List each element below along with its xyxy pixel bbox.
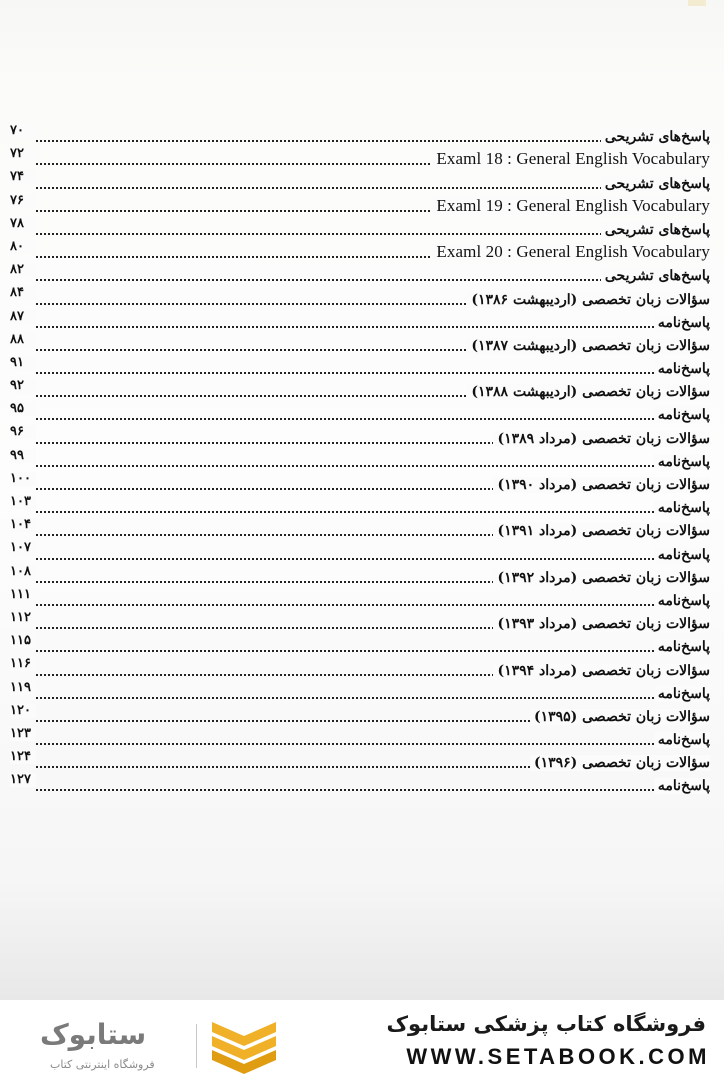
toc-page-number: ۱۲۷ — [10, 773, 36, 787]
logo-tagline: فروشگاه اینترنتی کتاب — [50, 1058, 155, 1071]
toc-page-number: ۷۸ — [10, 217, 36, 231]
toc-row[interactable] — [10, 470, 710, 493]
toc-page-number: ۹۲ — [10, 379, 36, 393]
toc-dot-leader — [36, 465, 710, 467]
toc-dot-leader — [36, 326, 710, 328]
store-logo[interactable] — [36, 1018, 286, 1076]
toc-page-number: ۷۰ — [10, 124, 36, 138]
toc-row[interactable] — [10, 539, 710, 562]
toc-entry-title: پاسخ‌نامه — [654, 547, 710, 563]
toc-dot-leader — [36, 650, 710, 652]
toc-page-number: ۱۰۷ — [10, 541, 36, 555]
toc-page-number: ۱۱۱ — [10, 588, 36, 602]
toc-page-number: ۷۴ — [10, 170, 36, 184]
toc-page-number: ۷۶ — [10, 194, 36, 208]
toc-page-number: ۱۰۴ — [10, 518, 36, 532]
toc-entry-title: پاسخ‌نامه — [654, 732, 710, 748]
toc-row[interactable] — [10, 400, 710, 423]
toc-entry-title: پاسخ‌نامه — [654, 500, 710, 516]
toc-row[interactable] — [10, 354, 710, 377]
toc-entry-title: پاسخ‌نامه — [654, 593, 710, 609]
toc-row[interactable] — [10, 284, 710, 307]
toc-row[interactable] — [10, 331, 710, 354]
toc-entry-title: سؤالات زبان تخصصی (مرداد ۱۳۹۴) — [493, 663, 710, 679]
toc-entry-title: پاسخ‌های تشریحی — [601, 222, 710, 238]
page-corner-mark — [688, 0, 706, 6]
toc-page-number: ۱۱۲ — [10, 611, 36, 625]
toc-entry-title: پاسخ‌نامه — [654, 361, 710, 377]
toc-row[interactable] — [10, 308, 710, 331]
toc-entry-title: سؤالات زبان تخصصی (مرداد ۱۳۹۱) — [493, 523, 710, 539]
toc-page-number: ۱۲۰ — [10, 704, 36, 718]
toc-page-number: ۱۱۵ — [10, 634, 36, 648]
toc-row[interactable] — [10, 655, 710, 678]
toc-page-number: ۹۹ — [10, 449, 36, 463]
toc-page-number: ۱۰۸ — [10, 565, 36, 579]
toc-dot-leader — [36, 743, 710, 745]
store-banner — [0, 1000, 724, 1080]
toc-row[interactable] — [10, 168, 710, 191]
toc-entry-title: پاسخ‌های تشریحی — [601, 129, 710, 145]
toc-dot-leader — [36, 789, 710, 791]
toc-entry-title: سؤالات زبان تخصصی (مرداد ۱۳۹۰) — [493, 477, 710, 493]
toc-row[interactable] — [10, 423, 710, 446]
toc-entry-title: Examl 19 : General English Vocabulary — [432, 197, 710, 215]
toc-entry-title: سؤالات زبان تخصصی (اردیبهشت ۱۳۸۷) — [467, 338, 710, 354]
toc-entry-title: پاسخ‌های تشریحی — [601, 176, 710, 192]
toc-page-number: ۹۶ — [10, 425, 36, 439]
toc-page-number: ۸۰ — [10, 240, 36, 254]
toc-page-number: ۱۰۳ — [10, 495, 36, 509]
toc-entry-title: سؤالات زبان تخصصی (مرداد ۱۳۹۲) — [493, 570, 710, 586]
toc-entry-title: پاسخ‌های تشریحی — [601, 268, 710, 284]
toc-row[interactable] — [10, 145, 710, 168]
toc-dot-leader — [36, 697, 710, 699]
toc-row[interactable] — [10, 609, 710, 632]
toc-row[interactable] — [10, 748, 710, 771]
toc-page-number: ۷۲ — [10, 147, 36, 161]
toc-dot-leader — [36, 372, 710, 374]
toc-page-number: ۱۰۰ — [10, 472, 36, 486]
toc-dot-leader — [36, 511, 710, 513]
toc-row[interactable] — [10, 679, 710, 702]
toc-entry-title: Examl 18 : General English Vocabulary — [432, 150, 710, 168]
toc-dot-leader — [36, 558, 710, 560]
toc-entry-title: سؤالات زبان تخصصی (اردیبهشت ۱۳۸۶) — [467, 292, 710, 308]
toc-entry-title: پاسخ‌نامه — [654, 315, 710, 331]
toc-page-number: ۸۷ — [10, 310, 36, 324]
chevron-stack-icon — [208, 1018, 280, 1078]
toc-dot-leader — [36, 418, 710, 420]
toc-row[interactable] — [10, 725, 710, 748]
toc-page-number: ۸۸ — [10, 333, 36, 347]
table-of-contents — [10, 122, 710, 794]
logo-brand-text: ستابوک — [40, 1018, 147, 1051]
toc-row[interactable] — [10, 493, 710, 516]
toc-page-number: ۱۱۹ — [10, 681, 36, 695]
toc-row[interactable] — [10, 632, 710, 655]
toc-row[interactable] — [10, 122, 710, 145]
toc-entry-title: سؤالات زبان تخصصی (اردیبهشت ۱۳۸۸) — [467, 384, 710, 400]
toc-entry-title: سؤالات زبان تخصصی (۱۳۹۵) — [530, 709, 710, 725]
toc-page-number: ۱۱۶ — [10, 657, 36, 671]
toc-row[interactable] — [10, 586, 710, 609]
toc-row[interactable] — [10, 192, 710, 215]
toc-page-number: ۸۲ — [10, 263, 36, 277]
toc-row[interactable] — [10, 771, 710, 794]
toc-entry-title: Examl 20 : General English Vocabulary — [432, 243, 710, 261]
toc-entry-title: پاسخ‌نامه — [654, 639, 710, 655]
toc-row[interactable] — [10, 238, 710, 261]
toc-row[interactable] — [10, 215, 710, 238]
store-name: فروشگاه کتاب پزشکی ستابوک — [386, 1012, 706, 1036]
toc-page-number: ۱۲۳ — [10, 727, 36, 741]
toc-entry-title: پاسخ‌نامه — [654, 686, 710, 702]
toc-row[interactable] — [10, 516, 710, 539]
toc-row[interactable] — [10, 261, 710, 284]
store-url[interactable]: WWW.SETABOOK.COM — [406, 1044, 710, 1069]
toc-page-number: ۸۴ — [10, 286, 36, 300]
toc-page-number: ۹۵ — [10, 402, 36, 416]
logo-divider — [196, 1024, 197, 1068]
toc-row[interactable] — [10, 447, 710, 470]
toc-row[interactable] — [10, 702, 710, 725]
toc-row[interactable] — [10, 377, 710, 400]
toc-dot-leader — [36, 604, 710, 606]
toc-entry-title: پاسخ‌نامه — [654, 407, 710, 423]
toc-entry-title: سؤالات زبان تخصصی (مرداد ۱۳۹۳) — [493, 616, 710, 632]
toc-entry-title: سؤالات زبان تخصصی (مرداد ۱۳۸۹) — [493, 431, 710, 447]
toc-entry-title: پاسخ‌نامه — [654, 778, 710, 794]
toc-row[interactable] — [10, 563, 710, 586]
toc-entry-title: پاسخ‌نامه — [654, 454, 710, 470]
toc-page-number: ۹۱ — [10, 356, 36, 370]
toc-entry-title: سؤالات زبان تخصصی (۱۳۹۶) — [530, 755, 710, 771]
toc-page-number: ۱۲۴ — [10, 750, 36, 764]
